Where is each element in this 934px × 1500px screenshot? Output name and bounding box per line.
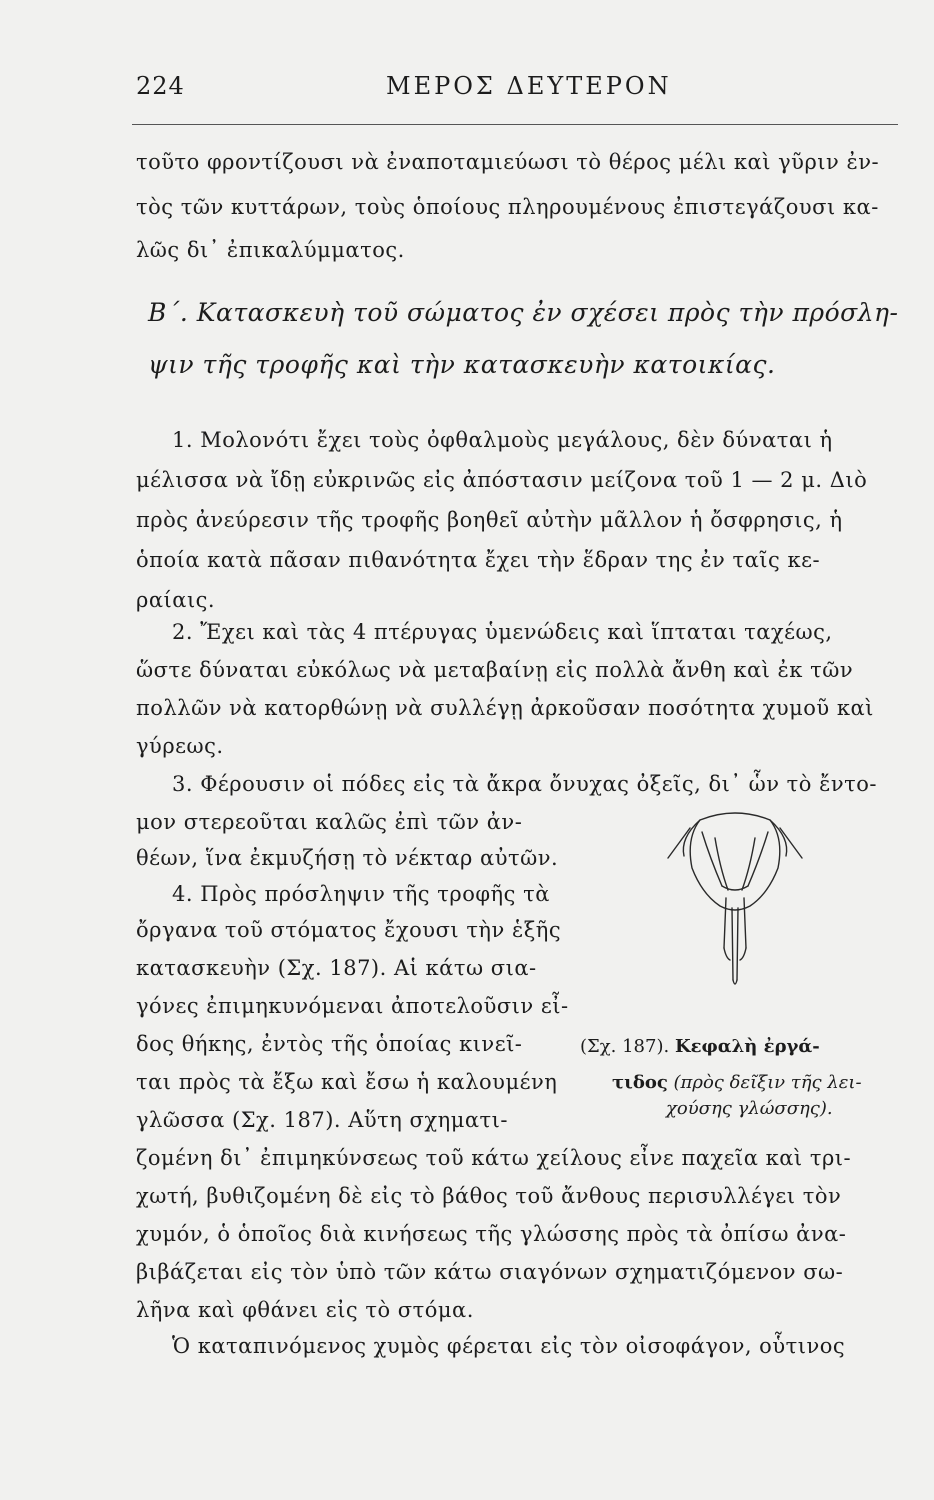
text-line: γλῶσσα (Σχ. 187). Αὕτη σχηματι- xyxy=(136,1108,508,1132)
text-line: Ὁ καταπινόμενος χυμὸς φέρεται εἰς τὸν οἰσοφάγον, οὗτινος xyxy=(172,1334,846,1358)
text-line: θέων, ἵνα ἐκμυζήσῃ τὸ νέκταρ αὐτῶν. xyxy=(136,846,559,870)
text-line: μον στερεοῦται καλῶς ἐπὶ τῶν ἀν- xyxy=(136,810,523,834)
text-line: χυμόν, ὁ ὁποῖος διὰ κινήσεως τῆς γλώσσης πρὸς τὰ ὀπίσω ἀνα- xyxy=(136,1222,847,1246)
page-header xyxy=(136,72,898,112)
figure-caption-line xyxy=(666,1098,833,1119)
text-line: βιβάζεται εἰς τὸν ὑπὸ τῶν κάτω σιαγόνων σχηματιζόμενον σω- xyxy=(136,1260,844,1284)
text-line: 4. Πρὸς πρόσληψιν τῆς τροφῆς τὰ xyxy=(172,882,550,906)
text-line: λῆνα καὶ φθάνει εἰς τὸ στόμα. xyxy=(136,1298,474,1322)
text-line: τοῦτο φροντίζουσι νὰ ἐναποταμιεύωσι τὸ θέρος μέλι καὶ γῦριν ἐν- xyxy=(136,150,880,174)
text-line: 3. Φέρουσιν οἱ πόδες εἰς τὰ ἄκρα ὄνυχας ὀξεῖς, δι᾽ ὧν τὸ ἔντο- xyxy=(172,772,877,796)
text-line: 2. Ἔχει καὶ τὰς 4 πτέρυγας ὑμενώδεις καὶ ἵπταται ταχέως, xyxy=(172,620,833,644)
figure-title: Κεφαλὴ ἐργά- xyxy=(674,1036,820,1057)
figure-note-cont: χούσης γλώσσης). xyxy=(666,1098,833,1119)
figure-ref: (Σχ. 187). xyxy=(580,1036,670,1057)
text-line: χωτή, βυθιζομένη δὲ εἰς τὸ βάθος τοῦ ἄνθους περισυλλέγει τὸν xyxy=(136,1184,842,1208)
text-line: ραίαις. xyxy=(136,588,216,612)
text-line: πρὸς ἀνεύρεσιν τῆς τροφῆς βοηθεῖ αὐτὴν μᾶλλον ἡ ὄσφρησις, ἡ xyxy=(136,508,843,532)
text-line: δος θήκης, ἐντὸς τῆς ὁποίας κινεῖ- xyxy=(136,1032,523,1056)
figure-caption-line xyxy=(612,1072,862,1093)
running-head: ΜΕΡΟΣ ΔΕΥΤΕΡΟΝ xyxy=(386,72,672,100)
text-line: γόνες ἐπιμηκυνόμεναι ἀποτελοῦσιν εἶ- xyxy=(136,994,569,1018)
page-number: 224 xyxy=(136,72,185,100)
header-rule xyxy=(132,124,898,125)
text-line: ζομένη δι᾽ ἐπιμηκύνσεως τοῦ κάτω χείλους εἶνε παχεῖα καὶ τρι- xyxy=(136,1146,852,1170)
section-heading-line: ψιν τῆς τροφῆς καὶ τὴν κατασκευὴν κατοικίας. xyxy=(148,350,776,379)
text-line: πολλῶν νὰ κατορθώνῃ νὰ συλλέγῃ ἀρκοῦσαν ποσότητα χυμοῦ καὶ xyxy=(136,696,874,720)
bee-head-figure xyxy=(660,798,810,1008)
section-heading-line: Β΄. Κατασκευὴ τοῦ σώματος ἐν σχέσει πρὸς τὴν πρόσλη- xyxy=(148,298,899,327)
text-line: ὁποία κατὰ πᾶσαν πιθανότητα ἔχει τὴν ἕδραν της ἐν ταῖς κε- xyxy=(136,548,821,572)
figure-caption-line xyxy=(580,1036,820,1057)
figure-title-cont: τιδος xyxy=(612,1072,668,1093)
text-line: ὄργανα τοῦ στόματος ἔχουσι τὴν ἑξῆς xyxy=(136,918,562,942)
bee-head-drawing xyxy=(660,798,810,1008)
text-line: μέλισσα νὰ ἴδῃ εὐκρινῶς εἰς ἀπόστασιν μείζονα τοῦ 1 — 2 μ. Διὸ xyxy=(136,468,868,492)
text-line: κατασκευὴν (Σχ. 187). Αἱ κάτω σια- xyxy=(136,956,537,980)
text-line: ὥστε δύναται εὐκόλως νὰ μεταβαίνῃ εἰς πολλὰ ἄνθη καὶ ἐκ τῶν xyxy=(136,658,854,682)
text-line: τὸς τῶν κυττάρων, τοὺς ὁποίους πληρουμένους ἐπιστεγάζουσι κα- xyxy=(136,195,879,219)
figure-note: (πρὸς δεῖξιν τῆς λει- xyxy=(673,1072,862,1093)
text-line: λῶς δι᾽ ἐπικαλύμματος. xyxy=(136,238,405,262)
text-line: 1. Μολονότι ἔχει τοὺς ὀφθαλμοὺς μεγάλους, δὲν δύναται ἡ xyxy=(172,428,833,452)
text-line: ται πρὸς τὰ ἔξω καὶ ἔσω ἡ καλουμένη xyxy=(136,1070,558,1094)
text-line: γύρεως. xyxy=(136,734,224,758)
